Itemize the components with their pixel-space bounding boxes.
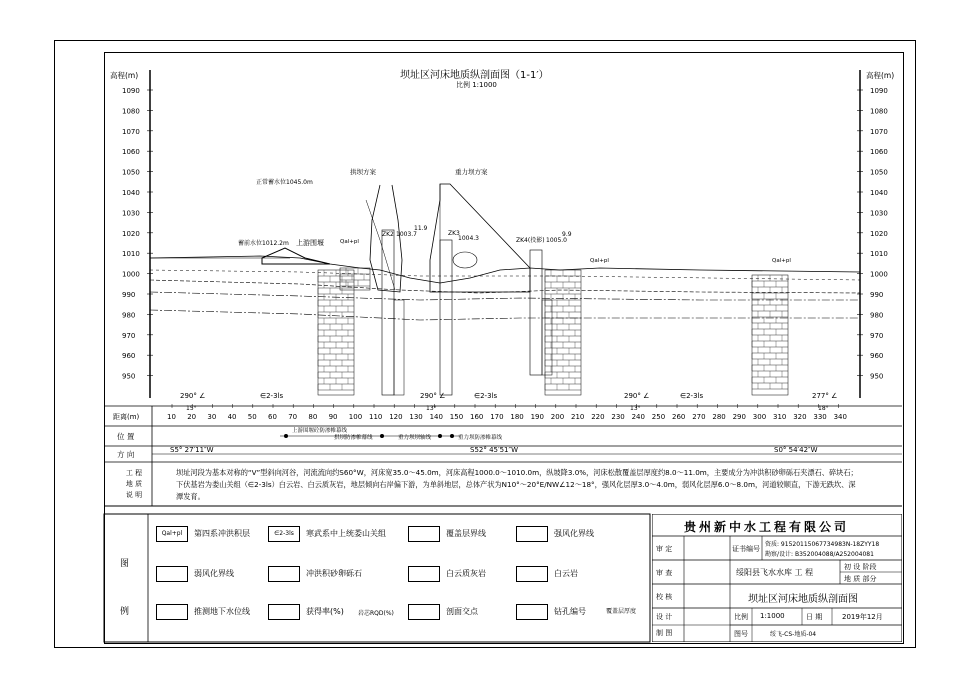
title-block — [652, 514, 902, 642]
elev-tick: 1040 — [870, 189, 888, 197]
arch-dam-outline — [370, 185, 402, 292]
svg-text:ZK2: ZK2 — [382, 231, 394, 238]
elev-tick: 990 — [122, 291, 136, 299]
normal-water-label: 正常蓄水位1045.0m — [256, 179, 313, 186]
elev-tick: 960 — [122, 352, 136, 361]
dist-tick: 270 — [692, 413, 706, 421]
legend-item — [408, 526, 440, 542]
elev-tick: 1030 — [870, 209, 888, 218]
dist-tick: 180 — [510, 413, 524, 421]
pos-item-3: 重力坝坝轴线 — [398, 435, 432, 441]
dist-tick: 240 — [631, 413, 645, 421]
elev-tick: 1050 — [870, 168, 888, 177]
elev-tick: 1040 — [122, 189, 140, 197]
legend-label: 覆盖层厚度 — [606, 608, 637, 615]
rock-column — [545, 270, 581, 395]
desc-label: 工 程 地 质 说 明 — [125, 469, 143, 499]
bedrock-line — [150, 280, 860, 293]
dist-tick: 280 — [712, 413, 726, 421]
dist-tick: 320 — [793, 413, 807, 421]
direction-label: 方 向 — [117, 450, 135, 459]
right-elevation-axis — [857, 70, 888, 398]
geology-description: 坝址河段为基本对称的“V”型斜向河谷，河流流向约S60°W，河床宽35.0～45.0m，河床高程1000.0～1010.0m，纵坡降3.0%，河床松散覆盖层厚度约8.0～11.0m，主要成分为冲洪积砂卵砾石夹漂石、碎块石；下伏基岩为娄山关组（∈2-3ls）白云岩、白云质灰岩，地层倾向右岸偏下游，为单斜地层，总体产状为N10°～20°E/NW∠12～18°，强风化层厚3.0～4.0m，弱风化层厚6.0～8.0m，河道较顺直，下游无跌坎、深潭发育。 — [176, 468, 858, 501]
svg-text:11.9: 11.9 — [414, 225, 428, 232]
dist-tick: 250 — [651, 413, 666, 421]
project-name: 绥阳县飞水水库 工 程 — [736, 568, 814, 577]
legend-item — [516, 566, 548, 582]
dip-label-3: 290° ∠ — [624, 392, 650, 400]
dist-label: 距离(m) — [113, 413, 140, 421]
elev-tick: 1070 — [122, 127, 140, 136]
checker-label: 审 查 — [656, 569, 673, 577]
dist-tick: 100 — [348, 413, 363, 421]
ground-surface — [150, 256, 860, 283]
dist-tick: 60 — [268, 413, 277, 421]
elev-label-left: 高程(m) — [110, 71, 139, 80]
legend-label: 剖面交点 — [446, 607, 478, 616]
dist-tick: 290 — [732, 413, 746, 421]
dist-tick: 40 — [227, 413, 237, 421]
borehole-zk3 — [440, 230, 479, 395]
q-label-2: Qal+pl — [590, 258, 609, 264]
dip-angle-2: 13° — [426, 405, 437, 412]
legend-label: 强风化界线 — [554, 529, 594, 538]
dip-label-2: 290° ∠ — [420, 392, 446, 400]
elev-tick: 1020 — [122, 229, 140, 238]
rock-column — [752, 275, 788, 395]
reviewer-label: 审 定 — [656, 545, 673, 553]
svg-text:ZK4(投影): ZK4(投影) — [516, 237, 545, 244]
rock-columns — [318, 268, 788, 395]
strata-label-2: ∈2-3ls — [474, 392, 498, 400]
dist-tick: 190 — [530, 413, 544, 421]
pos-item-1: 上游围堰砼防渗帷幕线 — [292, 428, 348, 434]
elev-tick: 1070 — [870, 127, 888, 136]
verify-label: 校 核 — [656, 593, 673, 601]
elev-tick: 1020 — [870, 229, 888, 238]
pos-item-2: 拱坝防渗帷幕线 — [334, 435, 373, 441]
elev-tick: 960 — [870, 352, 884, 361]
company-name: 贵州新中水工程有限公司 — [684, 520, 850, 534]
dist-tick: 20 — [187, 413, 197, 421]
legend-item — [268, 566, 300, 582]
strata-label-3: ∈2-3ls — [680, 392, 704, 400]
legend-label: 寒武系中上统娄山关组 — [306, 529, 386, 538]
dist-tick: 340 — [833, 413, 847, 421]
drawing-title-block: 坝址区河床地质纵剖面图 — [748, 594, 858, 605]
stage-1: 初 设 阶段 — [844, 563, 877, 571]
dip-angle-4: 18° — [818, 405, 829, 412]
legend-item: Qal+pl — [156, 526, 188, 542]
cofferdam — [262, 248, 330, 264]
dir-item-2: S52° 45′51″W — [470, 446, 519, 454]
legend-item — [156, 566, 188, 582]
date-value: 2019年12月 — [842, 613, 883, 621]
distance-axis — [167, 404, 847, 421]
legend-item — [156, 604, 188, 620]
weak-weathering-line — [150, 310, 860, 320]
dist-tick: 80 — [308, 413, 318, 421]
dist-tick: 120 — [389, 413, 403, 421]
dist-tick: 330 — [813, 413, 827, 421]
legend-item — [516, 604, 548, 620]
elev-tick: 1080 — [122, 107, 140, 116]
dist-tick: 160 — [470, 413, 484, 421]
elev-tick: 1000 — [122, 270, 140, 279]
dist-tick: 310 — [773, 413, 787, 421]
cert-2: 勘察/设计: B352004088/A252004081 — [765, 551, 874, 558]
elev-label-right: 高程(m) — [866, 71, 895, 80]
dist-tick: 140 — [429, 413, 443, 421]
cert-label: 证书编号 — [732, 545, 760, 553]
elev-tick: 1050 — [122, 168, 140, 177]
legend-item: ∈2-3ls — [268, 526, 300, 542]
elev-tick: 980 — [122, 311, 136, 320]
cofferdam-label: 上游围堰 — [296, 239, 324, 247]
elev-tick: 990 — [870, 291, 884, 299]
elev-tick: 1010 — [870, 250, 888, 259]
legend-label: 白云质灰岩 — [446, 569, 486, 578]
q-label-1: Qal+pl — [340, 239, 359, 245]
dip-label-4: 277° ∠ — [812, 392, 838, 400]
legend-item — [268, 604, 300, 620]
dist-tick: 260 — [672, 413, 686, 421]
elev-tick: 1090 — [122, 87, 140, 95]
pos-item-4: 重力坝防渗帷幕线 — [458, 435, 503, 441]
elev-tick: 970 — [870, 331, 884, 340]
borehole-zk4 — [516, 231, 572, 375]
legend-item — [408, 604, 440, 620]
elev-tick: 1090 — [870, 87, 888, 95]
svg-text:1005.0: 1005.0 — [546, 237, 567, 244]
drawing-title: 坝址区河床地质纵剖面图（1-1′） — [400, 70, 549, 81]
rock-column — [318, 270, 354, 395]
q-label-3: Qal+pl — [772, 258, 791, 264]
dist-tick: 70 — [288, 413, 298, 421]
elev-tick: 950 — [870, 372, 884, 381]
dist-tick: 230 — [611, 413, 625, 421]
legend-label: 推测地下水位线 — [194, 607, 250, 616]
dist-tick: 30 — [207, 413, 217, 421]
dist-tick: 110 — [369, 413, 383, 421]
elev-tick: 1060 — [870, 148, 888, 157]
legend-label: 弱风化界线 — [194, 569, 234, 578]
date-label: 日 期 — [806, 613, 823, 621]
elev-tick: 1010 — [122, 250, 140, 259]
dist-tick: 150 — [449, 413, 464, 421]
dist-tick: 220 — [591, 413, 605, 421]
dist-tick: 210 — [571, 413, 585, 421]
scale-label: 比例 1:1000 — [456, 81, 497, 89]
legend-label: 白云岩 — [554, 569, 578, 578]
legend-item — [408, 566, 440, 582]
elev-tick: 1000 — [870, 270, 888, 279]
legend-label: 覆盖层界线 — [446, 529, 486, 538]
svg-text:1003.7: 1003.7 — [396, 231, 417, 238]
dip-label-1: 290° ∠ — [180, 392, 206, 400]
elev-tick: 1060 — [122, 148, 140, 157]
elev-tick: 950 — [122, 372, 136, 381]
dist-tick: 200 — [550, 413, 565, 421]
dist-tick: 300 — [752, 413, 767, 421]
legend-label: 冲洪积砂卵砾石 — [306, 569, 362, 578]
dir-item-1: S5° 27′11″W — [170, 446, 214, 454]
legend-item — [516, 526, 548, 542]
elev-tick: 970 — [122, 331, 136, 340]
elev-tick: 1030 — [122, 209, 140, 218]
no-label: 图号 — [734, 630, 748, 638]
scale-label-tb: 比例 — [734, 613, 748, 621]
elev-tick: 1080 — [870, 107, 888, 116]
left-elevation-axis — [122, 70, 153, 398]
strata-label-1: ∈2-3ls — [260, 392, 284, 400]
arch-dam-label: 拱坝方案 — [350, 168, 376, 176]
legend-title: 图例 — [120, 559, 130, 617]
elev-tick: 980 — [870, 311, 884, 320]
legend-label: 钻孔编号 — [554, 607, 586, 616]
design-label: 设 计 — [656, 613, 673, 621]
dist-tick: 90 — [328, 413, 338, 421]
svg-text:1004.3: 1004.3 — [458, 235, 479, 242]
dir-item-3: S0° 54′42″W — [774, 446, 818, 454]
position-label: 位 置 — [117, 432, 135, 441]
dip-angle-3: 13° — [630, 405, 641, 412]
no-value: 绥飞-CS-地质-04 — [770, 631, 817, 638]
svg-text:ZK3: ZK3 — [448, 230, 460, 237]
legend-label: 岩芯RQD(%) — [358, 610, 394, 617]
dip-angle-1: 15° — [186, 405, 197, 412]
dist-tick: 170 — [490, 413, 504, 421]
svg-text:9.9: 9.9 — [562, 231, 572, 238]
dist-tick: 130 — [409, 413, 423, 421]
draw-label: 制 图 — [656, 629, 673, 637]
gravity-dam-label: 重力坝方案 — [455, 168, 488, 176]
cert-1: 资质: 91520115067734983N-18ZYY18 — [765, 541, 880, 548]
stage-2: 地 质 部分 — [844, 575, 877, 583]
legend-label: 第四系冲洪积层 — [194, 529, 250, 538]
dist-tick: 50 — [247, 413, 257, 421]
borehole-zk2 — [382, 225, 428, 395]
upstream-water-label: 蓄前水位1012.2m — [238, 240, 289, 247]
legend-label: 获得率(%) — [306, 607, 344, 616]
scale-value: 1:1000 — [760, 612, 785, 620]
dist-tick: 10 — [167, 413, 176, 421]
gravity-gallery — [453, 252, 477, 268]
